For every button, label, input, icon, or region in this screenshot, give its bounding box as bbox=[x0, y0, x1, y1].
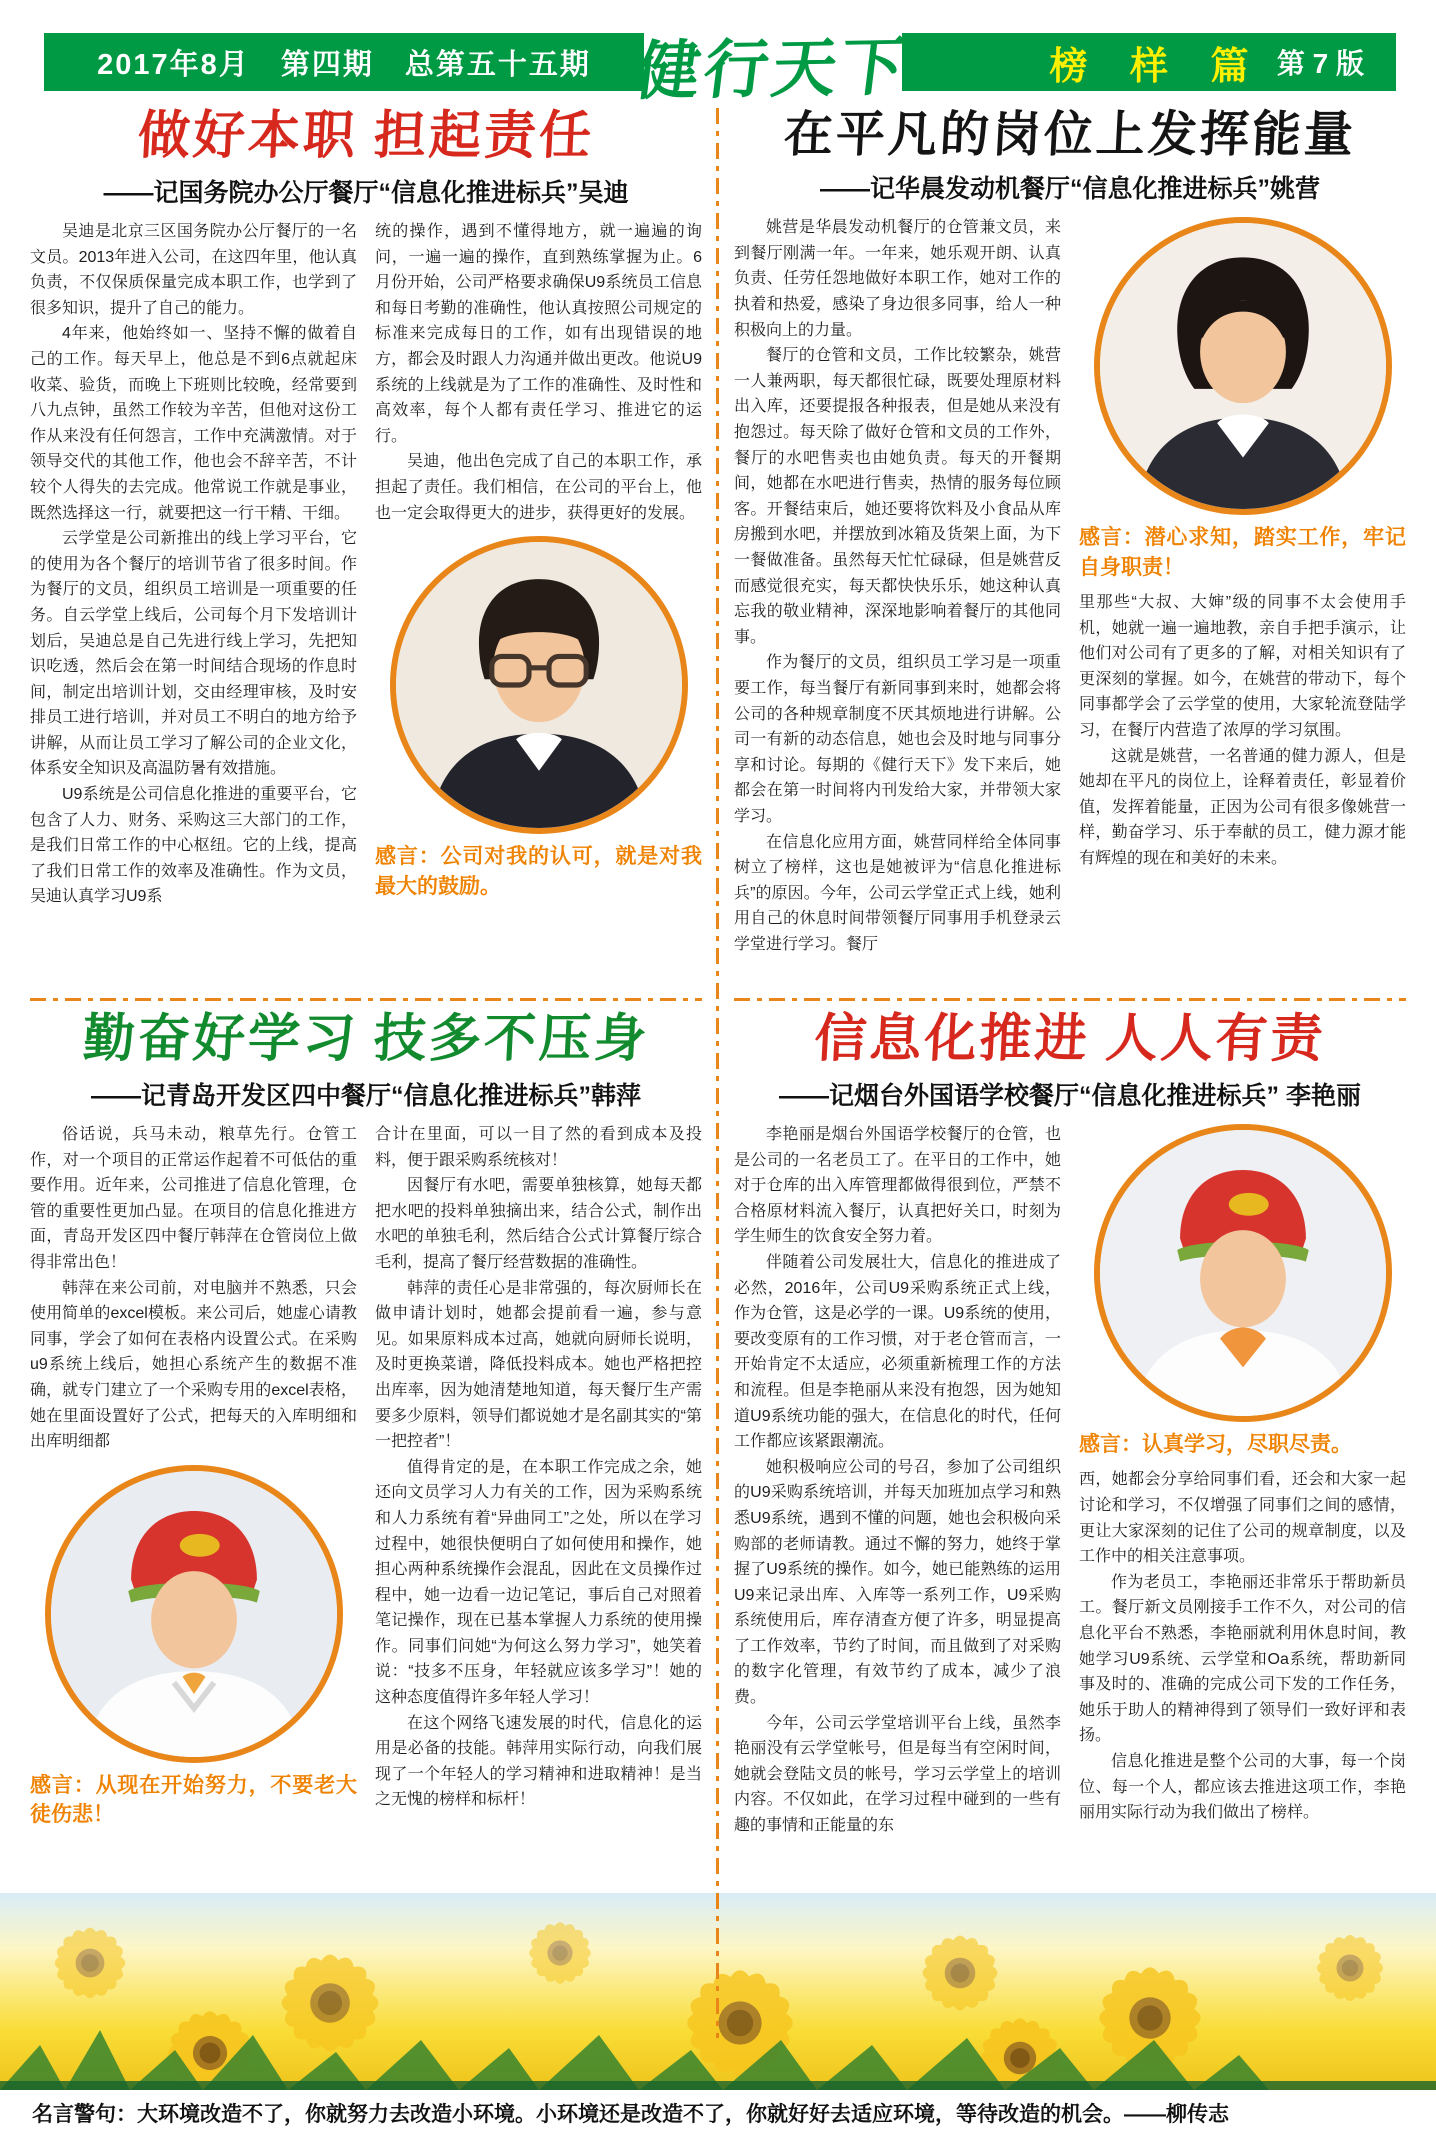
body-paragraph: 里那些“大叔、大婶”级的同事不太会使用手机，她就一遍一遍地教，亲自手把手演示，让他们对公司有了更多的了解，对相关知识有了更深刻的掌握。如今，在姚营的带动下，每个同事都学会了云学堂的使用，大家轮流登陆学习，在餐厅内营造了浓厚的学习氛围。 bbox=[1079, 594, 1406, 739]
portrait-photo bbox=[390, 536, 688, 834]
testimonial-caption: 感言：潜心求知，踏实工作，牢记自身职责！ bbox=[1079, 526, 1406, 579]
article-liyanli bbox=[734, 1007, 1406, 2040]
article-subtitle: ——记华晨发动机餐厅“信息化推进标兵”姚营 bbox=[819, 175, 1320, 204]
article-title: 做好本职 担起责任 bbox=[136, 108, 596, 165]
portrait-photo bbox=[1094, 1124, 1392, 1422]
testimonial-caption: 感言：从现在开始努力，不要老大徒伤悲！ bbox=[30, 1773, 357, 1827]
article-hanping bbox=[30, 1007, 702, 2040]
article-subtitle: ——记青岛开发区四中餐厅“信息化推进标兵”韩萍 bbox=[90, 1082, 641, 1110]
article-body bbox=[734, 1122, 1406, 2040]
woman-dark-hair-avatar bbox=[1100, 223, 1386, 509]
body-paragraph: 姚营是华晨发动机餐厅的仓管兼文员，来到餐厅刚满一年。一年来，她乐观开朗、认真负责、任劳任怨地做好本职工作，她对工作的执着和热爱，感染了身边很多同事，给人一种积极向上的力量。 bbox=[734, 219, 1061, 339]
testimonial-caption: 感言：认真学习，尽职尽责。 bbox=[1079, 1433, 1352, 1456]
body-paragraph: 她积极响应公司的号召，参加了公司组织的U9采购系统培训，并每天加班加点学习和熟悉U9系统，遇到不懂的问题，她也会积极向采购部的老师请教。通过不懈的努力，她终于掌握了U9系统的操作。如今，她已能熟练的运用U9来记录出库、入库等一系列工作，U9采购系统使用后，库存清查方便了许多，明显提高了工作效率，节约了时间，而且做到了对采购的数字化管理，有效节约了成本，减少了浪费。 bbox=[734, 1458, 1061, 1707]
article-column-1 bbox=[734, 215, 1061, 992]
body-paragraph: 在这个网络飞速发展的时代，信息化的运用是必备的技能。韩萍用实际行动，向我们展现了一个年轻人的学习精神和进取精神！是当之无愧的榜样和标杆！ bbox=[375, 1714, 702, 1809]
portrait-photo bbox=[1094, 217, 1392, 515]
body-paragraph: 因餐厅有水吧，需要单独核算，她每天都把水吧的投料单独摘出来，结合公式，制作出水吧的单独毛利，然后结合公式计算餐厅综合毛利，提高了餐厅经营数据的准确性。 bbox=[375, 1177, 702, 1271]
body-paragraph: 韩萍的责任心是非常强的，每次厨师长在做申请计划时，她都会提前看一遍，参与意见。如果原料成本过高，她就向厨师长说明，及时更换菜谱，降低投料成本。她也严格把控出库率，因为她清楚地知道，每天餐厅生产需要多少原料，领导们都说她才是名副其实的“第一把控者”！ bbox=[375, 1279, 702, 1451]
article-body bbox=[30, 219, 702, 992]
article-column-2 bbox=[1079, 1122, 1406, 2040]
issue-info-bar bbox=[44, 33, 644, 91]
body-paragraph: 合计在里面，可以一目了然的看到成本及投料，便于跟采购系统核对！ bbox=[375, 1126, 702, 1169]
article-subtitle: ——记烟台外国语学校餐厅“信息化推进标兵” 李艳丽 bbox=[779, 1082, 1361, 1110]
article-column-1 bbox=[30, 1122, 357, 2040]
body-paragraph: 吴迪是北京三区国务院办公厅餐厅的一名文员。2013年进入公司，在这四年里，他认真负责，不仅保质保量完成本职工作，也学到了很多知识，提升了自己的能力。 bbox=[30, 223, 357, 317]
body-paragraph: U9系统是公司信息化推进的重要平台，它包含了人力、财务、采购这三大部门的工作，是我们日常工作的中心枢纽。它的上线，提高了我们日常工作的效率及准确性。作为文员，吴迪认真学习U9系 bbox=[30, 786, 357, 906]
body-paragraph: 今年，公司云学堂培训平台上线，虽然李艳丽没有云学堂帐号，但是每当有空闲时间，她就会登陆文员的帐号，学习云学堂上的培训内容。不仅如此，在学习过程中碰到的一些有趣的事情和正能量的东 bbox=[734, 1714, 1061, 1835]
article-body bbox=[30, 1122, 702, 2040]
left-half bbox=[30, 104, 702, 2040]
article-column-2 bbox=[1079, 215, 1406, 992]
body-paragraph: 信息化推进是整个公司的大事，每一个岗位、每一个人，都应该去推进这项工作，李艳丽用实际行动为我们做出了榜样。 bbox=[1079, 1752, 1406, 1822]
article-body bbox=[734, 215, 1406, 992]
article-column-1 bbox=[30, 219, 357, 992]
woman-red-cap-avatar bbox=[1100, 1130, 1386, 1416]
woman-red-cap-avatar bbox=[51, 1471, 337, 1757]
testimonial-caption: 感言：公司对我的认可，就是对我最大的鼓励。 bbox=[375, 845, 702, 898]
body-paragraph: 4年来，他始终如一、坚持不懈的做着自己的工作。每天早上，他总是不到6点就起床收菜、验货，而晚上下班则比较晚，经常要到八九点钟，虽然工作较为辛苦，但他对这份工作从来没有任何怨言，工作中充满激情。对于领导交代的其他工作，他也会不辞辛苦，不计较个人得失的去完成。他常说工作就是事业，既然选择这一行，就要把这一行干精、干细。 bbox=[30, 325, 357, 522]
right-half bbox=[734, 104, 1406, 2040]
article-title: 在平凡的岗位上发挥能量 bbox=[782, 107, 1358, 162]
section-bar bbox=[902, 33, 1396, 91]
page-number: 第 7 版 bbox=[1276, 48, 1364, 79]
body-paragraph: 作为餐厅的文员，组织员工学习是一项重要工作，每当餐厅有新同事到来时，她都会将公司的各种规章制度不厌其烦地进行讲解。公司一有新的动态信息，她也会及时地与同事分享和讨论。每期的《健行天下》发下来后，她都会在第一时间将内刊发给大家，并带领大家学习。 bbox=[734, 654, 1061, 825]
body-paragraph: 统的操作，遇到不懂得地方，就一遍遍的询问，一遍一遍的操作，直到熟练掌握为止。6月份开始，公司严格要求确保U9系统员工信息和每日考勤的准确性，他认真按照公司规定的标准来完成每日的工作，如有出现错误的地方，都会及时跟人力沟通并做出更改。他说U9系统的上线就是为了工作的准确性、及时性和高效率，每个人都有责任学习、推进它的运行。 bbox=[375, 223, 702, 445]
masthead bbox=[30, 28, 1406, 108]
body-paragraph: 伴随着公司发展壮大，信息化的推进成了必然，2016年，公司U9采购系统正式上线，作为仓管，这是必学的一课。U9系统的使用，要改变原有的工作习惯，对于老仓管而言，一开始肯定不太适应，必须重新梳理工作的方法和流程。但是李艳丽从来没有抱怨，因为她知道U9系统功能的强大，在信息化的时代，任何工作都应该紧跟潮流。 bbox=[734, 1253, 1061, 1451]
horizontal-divider bbox=[734, 998, 1406, 1001]
body-paragraph: 在信息化应用方面，姚营同样给全体同事树立了榜样，这也是她被评为“信息化推进标兵”的原因。今年，公司云学堂正式上线，她利用自己的休息时间带领餐厅同事用手机登录云学堂进行学习。餐厅 bbox=[734, 833, 1061, 953]
body-paragraph: 李艳丽是烟台外国语学校餐厅的仓管，也是公司的一名老员工了。在平日的工作中，她对于仓库的出入库管理都做得很到位，严禁不合格原材料流入餐厅，认真把好关口，时刻为学生师生的饮食安全努力着。 bbox=[734, 1126, 1061, 1246]
article-column-2 bbox=[375, 1122, 702, 2040]
body-paragraph: 餐厅的仓管和文员，工作比较繁杂，姚营一人兼两职，每天都很忙碌，既要处理原材料出入库，还要提报各种报表，但是她从来没有抱怨过。每天除了做好仓管和文员的工作外，餐厅的水吧售卖也由她负责。每天的开餐期间，她都在水吧进行售卖，热情的服务每位顾客。开餐结束后，她还要将饮料及小食品从库房搬到水吧，并摆放到冰箱及货架上面，为下一餐做准备。虽然每天忙忙碌碌，但是姚营反而感觉很充实，每天都快快乐乐，她这种认真忘我的敬业精神，深深地影响着餐厅的其他同事。 bbox=[734, 347, 1061, 646]
body-paragraph: 西，她都会分享给同事们看，还会和大家一起讨论和学习，不仅增强了同事们之间的感情，更让大家深刻的记住了公司的规章制度，以及工作中的相关注意事项。 bbox=[1079, 1471, 1406, 1566]
article-wudi bbox=[30, 104, 702, 992]
section-name: 榜 样 篇 bbox=[1049, 45, 1265, 88]
body-paragraph: 值得肯定的是，在本职工作完成之余，她还向文员学习人力有关的工作，因为采购系统和人力系统有着“异曲同工”之处，所以在学习过程中，她很快便明白了如何使用和操作，她担心两种系统操作会混乱，因此在文员操作过程中，她一边看一边记笔记，事后自己对照着笔记操作，现在已基本掌握人力系统的使用操作。同事们问她“为何这么努力学习”，她笑着说：“技多不压身，年轻就应该多学习”！她的这种态度值得许多年轻人学习！ bbox=[375, 1458, 702, 1707]
article-subtitle: ——记国务院办公厅餐厅“信息化推进标兵”吴迪 bbox=[103, 179, 629, 207]
article-column-1 bbox=[734, 1122, 1061, 2040]
paper-title: 健行天下 bbox=[631, 31, 914, 108]
center-divider bbox=[716, 108, 719, 2038]
body-paragraph: 俗话说，兵马未动，粮草先行。仓管工作，对一个项目的正常运作起着不可低估的重要作用。近年来，公司推进了信息化管理，仓管的重要性更加凸显。在项目的信息化推进方面，青岛开发区四中餐厅韩萍在仓管岗位上做得非常出色！ bbox=[30, 1126, 357, 1271]
body-paragraph: 这就是姚营，一名普通的健力源人，但是她却在平凡的岗位上，诠释着责任，彰显着价值，发挥着能量，正因为公司有很多像姚营一样，勤奋学习、乐于奉献的员工，健力源才能有辉煌的现在和美好的未来。 bbox=[1079, 747, 1406, 867]
issue-info: 2017年8月 第四期 总第五十五期 bbox=[97, 48, 591, 81]
portrait-photo bbox=[45, 1465, 343, 1763]
footer-quote: 名言警句：大环境改造不了，你就努力去改造小环境。小环境还是改造不了，你就好好去适应环境，等待改造的机会。——柳传志 bbox=[0, 2090, 1436, 2135]
article-yaoying bbox=[734, 104, 1406, 992]
body-paragraph: 云学堂是公司新推出的线上学习平台，它的使用为各个餐厅的培训节省了很多时间。作为餐厅的文员，组织员工培训是一项重要的任务。自云学堂上线后，公司每个月下发培训计划后，吴迪总是自己先进行线上学习，先把知识吃透，然后会在第一时间结合现场的作息时间，制定出培训计划，交由经理审核，及时安排员工进行培训，并对员工不明白的地方给予讲解，从而让员工学习了解公司的企业文化，体系安全知识及高温防暑有效措施。 bbox=[30, 530, 357, 778]
article-title: 勤奋好学习 技多不压身 bbox=[81, 1011, 651, 1068]
horizontal-divider bbox=[30, 998, 702, 1001]
man-glasses-avatar bbox=[396, 542, 682, 828]
body-paragraph: 吴迪，他出色完成了自己的本职工作，承担起了责任。我们相信，在公司的平台上，他也一定会取得更大的进步，获得更好的发展。 bbox=[375, 453, 702, 522]
body-paragraph: 作为老员工，李艳丽还非常乐于帮助新员工。餐厅新文员刚接手工作不久，对公司的信息化平台不熟悉，李艳丽就利用休息时间，教她学习U9系统、云学堂和Oa系统，帮助新同事及时的、准确的完成公司下发的工作任务，她乐于助人的精神得到了领导们一致好评和表扬。 bbox=[1079, 1573, 1406, 1745]
article-title: 信息化推进 人人有责 bbox=[812, 1011, 1327, 1068]
body-paragraph: 韩萍在来公司前，对电脑并不熟悉，只会使用简单的excel模板。来公司后，她虚心请教同事，学会了如何在表格内设置公式。在采购u9系统上线后，她担心系统产生的数据不准确，就专门建立了一个采购专用的excel表格，她在里面设置好了公式，把每天的入库明细和出库明细都 bbox=[30, 1279, 357, 1451]
article-column-2 bbox=[375, 219, 702, 992]
